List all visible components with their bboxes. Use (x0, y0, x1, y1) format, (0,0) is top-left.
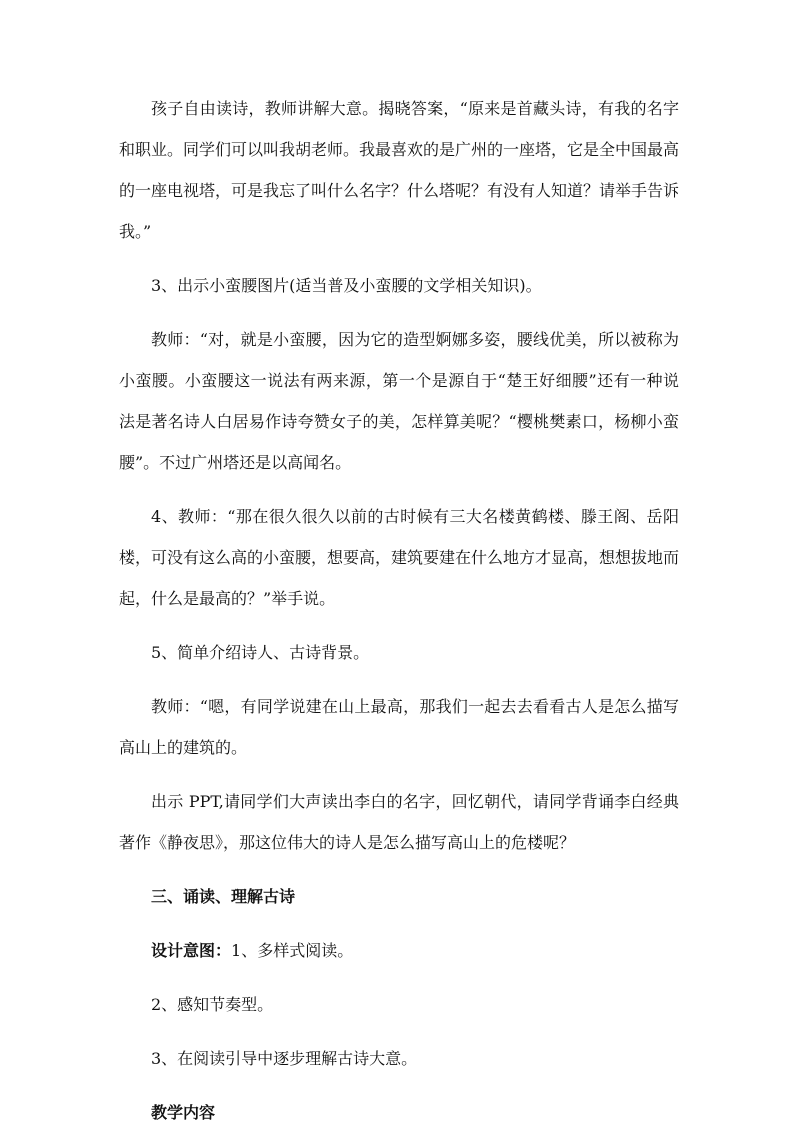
paragraph-teacher-xiaomanyao: 教师：“对，就是小蛮腰，因为它的造型婀娜多姿，腰线优美，所以被称为小蛮腰。小蛮腰这一说法有两来源，第一个是源自于“楚王好细腰”还有一种说法是著名诗人白居易作诗夸赞女子的美，怎样算美呢？“樱桃樊素口，杨柳小蛮腰”。不过广州塔还是以高闻名。 (119, 330, 679, 472)
teaching-content-heading: 教学内容 (151, 1103, 216, 1122)
design-intent-label: 设计意图： (151, 941, 232, 960)
design-intent-item-1: 1、多样式阅读。 (231, 941, 354, 960)
paragraph-step-4: 4、教师：“那在很久很久以前的古时候有三大名楼黄鹤楼、滕王阁、岳阳楼，可没有这么高的小蛮腰，想要高，建筑要建在什么地方才显高，想想拔地而起，什么是最高的？”举手说。 (119, 507, 680, 608)
design-intent-item-3: 3、在阅读引导中逐步理解古诗大意。 (151, 1049, 418, 1068)
paragraph-teacher-mountain: 教师：“嗯，有同学说建在山上最高，那我们一起去去看看古人是怎么描写高山上的建筑的。 (119, 697, 679, 757)
paragraph-answer-reveal: 孩子自由读诗，教师讲解大意。揭晓答案，“原来是首藏头诗，有我的名字和职业。同学们可以叫我胡老师。我最喜欢的是广州的一座塔，它是全中国最高的一座电视塔，可是我忘了叫什么名字？什么塔呢？有没有人知道？请举手告诉我。” (119, 99, 680, 241)
paragraph-show-ppt: 出示 PPT,请同学们大声读出李白的名字，回忆朝代，请同学背诵李白经典著作《静夜思》，那这位伟大的诗人是怎么描写高山上的危楼呢？ (119, 792, 679, 852)
section-heading: 三、诵读、理解古诗 (151, 887, 296, 906)
paragraph-step-5: 5、简单介绍诗人、古诗背景。 (151, 643, 370, 662)
paragraph-step-3: 3、出示小蛮腰图片(适当普及小蛮腰的文学相关知识)。 (151, 276, 542, 295)
design-intent-item-2: 2、感知节奏型。 (151, 995, 274, 1014)
document-body (119, 88, 679, 1146)
design-intent-line (119, 930, 679, 971)
